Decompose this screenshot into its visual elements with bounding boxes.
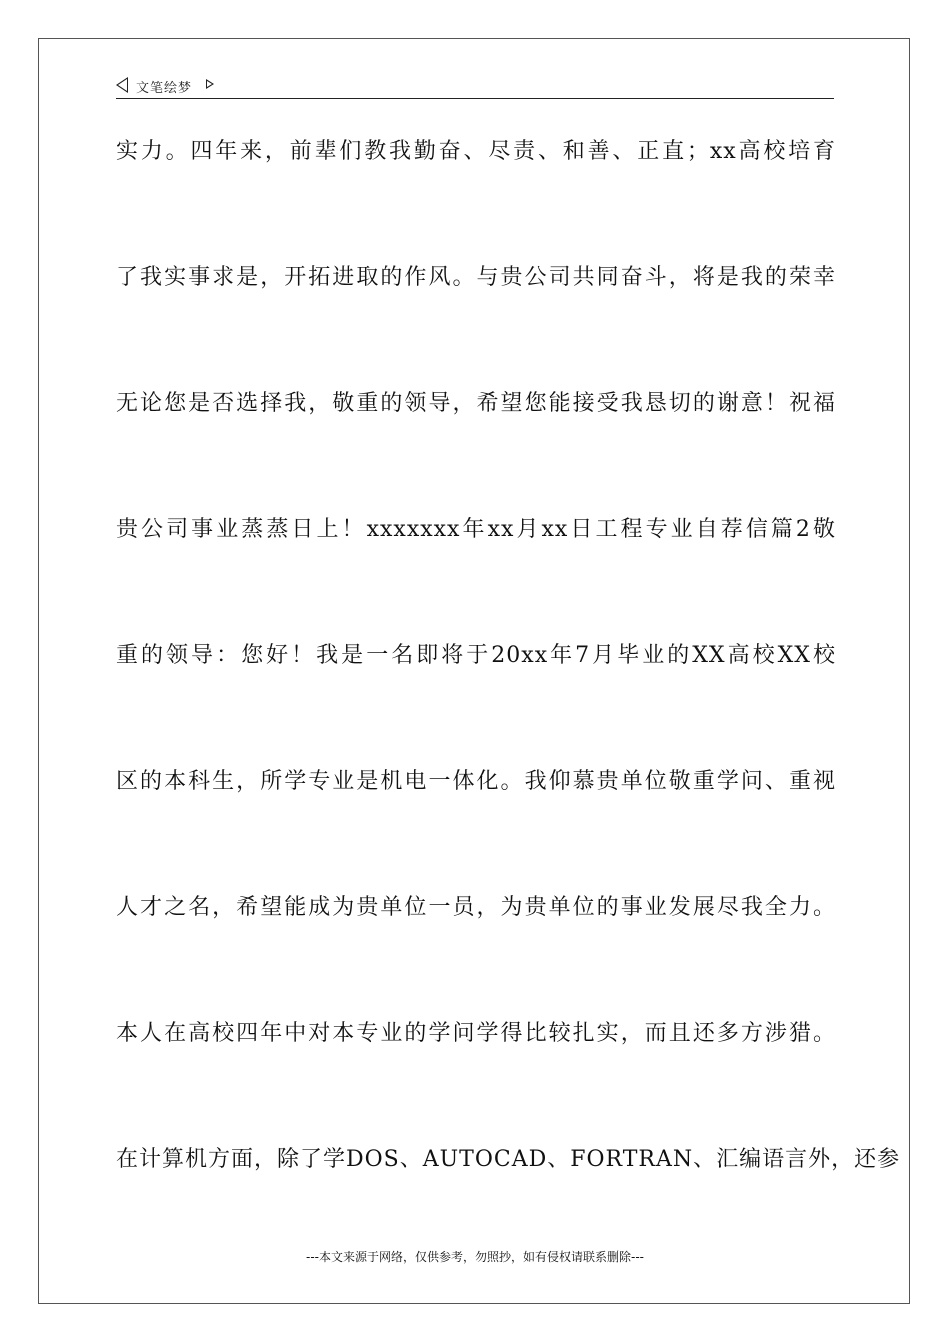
body-line: 贵公司事业蒸蒸日上！xxxxxxx年xx月xx日工程专业自荐信篇2敬: [116, 517, 836, 542]
header-brand: 文笔绘梦: [136, 81, 193, 96]
footer-notice: ---本文来源于网络，仅供参考，勿照抄，如有侵权请联系删除---: [306, 1250, 644, 1264]
body-line: 了我实事求是，开拓进取的作风。与贵公司共同奋斗，将是我的荣幸: [116, 265, 836, 290]
body-line: 在计算机方面，除了学DOS、AUTOCAD、FORTRAN、汇编语言外，还参: [116, 1147, 901, 1172]
body-line: 无论您是否选择我，敬重的领导，希望您能接受我恳切的谢意！祝福: [116, 391, 836, 416]
body-line: 重的领导：您好！我是一名即将于20xx年7月毕业的XX高校XX校: [116, 643, 836, 668]
body-line: 实力。四年来，前辈们教我勤奋、尽责、和善、正直；xx高校培育: [116, 139, 836, 164]
document-body: [116, 128, 901, 1262]
right-triangle-icon: [206, 79, 214, 89]
left-triangle-icon: [116, 77, 128, 93]
page-header: [116, 74, 834, 99]
body-line: 本人在高校四年中对本专业的学问学得比较扎实，而且还多方涉猎。: [116, 1021, 836, 1046]
body-line: 区的本科生，所学专业是机电一体化。我仰慕贵单位敬重学问、重视: [116, 769, 836, 794]
body-line: 人才之名，希望能成为贵单位一员，为贵单位的事业发展尽我全力。: [116, 895, 836, 920]
